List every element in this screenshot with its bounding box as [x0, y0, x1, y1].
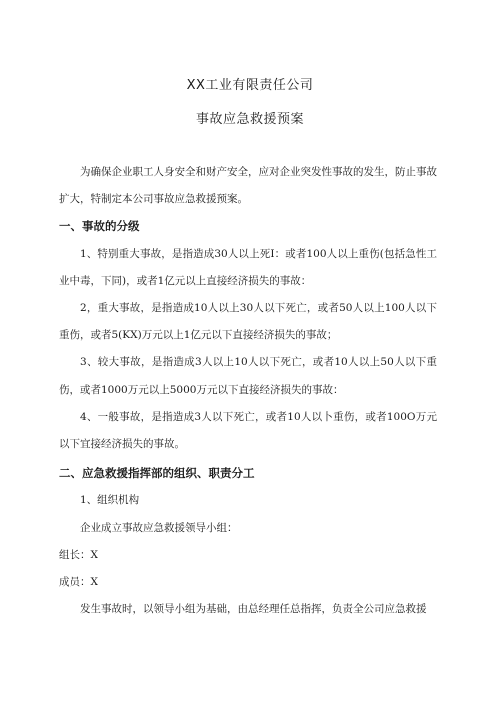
classification-item: 1、特别重大事故，是指造成30人以上死I：或者100人以上重伤(包括急性工业中毒，下同)，或者1亿元以上直接经济损失的事故： — [59, 247, 437, 287]
section-heading-classification: 一、事故的分级 — [59, 219, 140, 234]
subsection-heading-structure: 1、组织机构 — [80, 494, 140, 507]
command-paragraph: 发生事故时，以领导小组为基础，由总经理任总指挥，负责全公司应急救援 — [80, 603, 427, 616]
classification-item: 4、一般事故，是指造成3人以下死亡，或者10人以卜重伤，或者100O万元以下宜接经济损失的事故。 — [59, 410, 437, 451]
intro-paragraph: 为确保企业职工人身安全和财产安全，应对企业突发性事故的发生，防止事故扩大，特制定本公司事故应急救援预案。 — [59, 166, 437, 206]
classification-item: 2，重大事故，是指造成10人以上30人以下死亡，或者50人以上100人以下重伤，或者5(KX)万元以上1亿元以下直接经济损失的事故； — [59, 302, 437, 342]
document-body — [59, 159, 437, 623]
classification-item: 3、较大事故，是指造成3人以上10人以下死亡，或者10人以上50人以下重伤，或者1000万元以上5000万元以下直接经济损失的事故： — [59, 356, 437, 396]
section-heading-organization: 二、应急救援指挥部的组织、职责分工 — [59, 466, 255, 481]
document-title: 事故应急救援预案 — [195, 112, 304, 127]
leadership-group-paragraph: 企业成立事故应急救援领导小组： — [80, 521, 238, 534]
group-leader: 组长：X — [59, 548, 98, 561]
group-members: 成员：X — [59, 576, 98, 589]
company-title: XX工业有限责任公司 — [186, 78, 314, 93]
